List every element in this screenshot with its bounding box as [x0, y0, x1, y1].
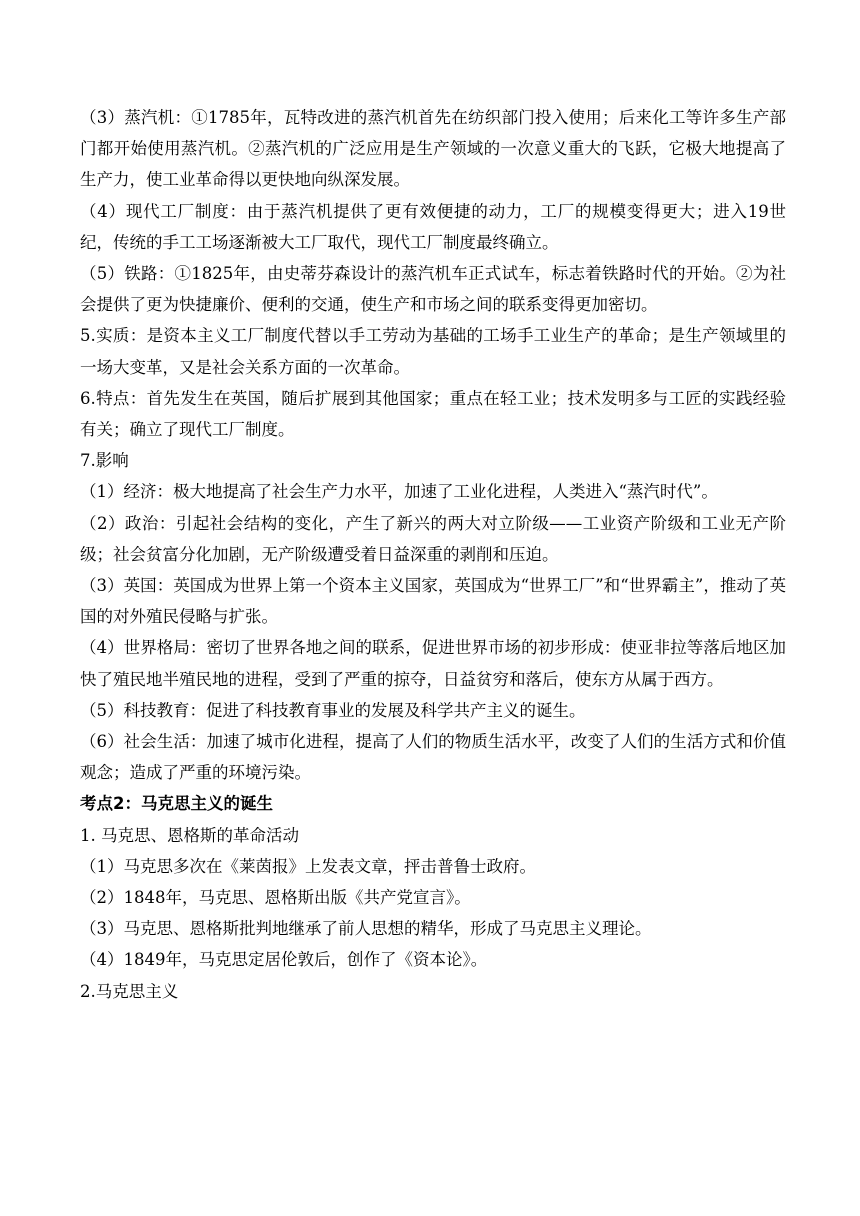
- paragraph-steam-engine: （3）蒸汽机：①1785年，瓦特改进的蒸汽机首先在纺织部门投入使用；后来化工等许多生产部门都开始使用蒸汽机。②蒸汽机的广泛应用是生产领域的一次意义重大的飞跃，它极大地提高了生产力，使工业革命得以更快地向纵深发展。: [80, 108, 786, 190]
- paragraph-marxism-heading: 2.马克思主义: [80, 981, 179, 1001]
- paragraph-railway: （5）铁路：①1825年，由史蒂芬森设计的蒸汽机车正式试车，标志着铁路时代的开始。②为社会提供了更为快捷廉价、便利的交通，使生产和市场之间的联系变得更加密切。: [80, 264, 786, 315]
- paragraph-das-kapital: （4）1849年，马克思定居伦敦后，创作了《资本论》。: [80, 950, 488, 970]
- paragraph-factory-system: （4）现代工厂制度：由于蒸汽机提供了更有效便捷的动力，工厂的规模变得更大；进入19世纪，传统的手工工场逐渐被大工厂取代，现代工厂制度最终确立。: [80, 201, 786, 252]
- paragraph-impact-world: （4）世界格局：密切了世界各地之间的联系，促进世界市场的初步形成：使亚非拉等落后地区加快了殖民地半殖民地的进程，受到了严重的掠夺，日益贫穷和落后，使东方从属于西方。: [80, 638, 786, 689]
- paragraph-features: 6.特点：首先发生在英国，随后扩展到其他国家；重点在轻工业；技术发明多与工匠的实践经验有关；确立了现代工厂制度。: [80, 388, 786, 440]
- document-body: [80, 102, 786, 1007]
- paragraph-impact-economy: （1）经济：极大地提高了社会生产力水平，加速了工业化进程，人类进入“蒸汽时代”。: [80, 482, 718, 502]
- paragraph-revolutionary-activities: 1. 马克思、恩格斯的革命活动: [80, 825, 299, 845]
- section-heading-marxism: 考点2：马克思主义的诞生: [80, 794, 273, 814]
- paragraph-impact-britain: （3）英国：英国成为世界上第一个资本主义国家，英国成为“世界工厂”和“世界霸主”，推动了英国的对外殖民侵略与扩张。: [80, 576, 786, 627]
- paragraph-impact-politics: （2）政治：引起社会结构的变化，产生了新兴的两大对立阶级——工业资产阶级和工业无产阶级；社会贫富分化加剧，无产阶级遭受着日益深重的剥削和压迫。: [80, 513, 786, 564]
- paragraph-impact-science: （5）科技教育：促进了科技教育事业的发展及科学共产主义的诞生。: [80, 700, 586, 720]
- paragraph-essence: 5.实质：是资本主义工厂制度代替以手工劳动为基础的工场手工业生产的革命；是生产领域里的一场大变革，又是社会关系方面的一次革命。: [80, 326, 786, 377]
- paragraph-marxist-theory: （3）马克思、恩格斯批判地继承了前人思想的精华，形成了马克思主义理论。: [80, 919, 652, 939]
- paragraph-rheinische-zeitung: （1）马克思多次在《莱茵报》上发表文章，抨击普鲁士政府。: [80, 856, 536, 876]
- paragraph-communist-manifesto: （2）1848年，马克思、恩格斯出版《共产党宣言》。: [80, 888, 471, 908]
- paragraph-impact-society: （6）社会生活：加速了城市化进程，提高了人们的物质生活水平，改变了人们的生活方式和价值观念；造成了严重的环境污染。: [80, 732, 786, 783]
- paragraph-impact-heading: 7.影响: [80, 451, 129, 471]
